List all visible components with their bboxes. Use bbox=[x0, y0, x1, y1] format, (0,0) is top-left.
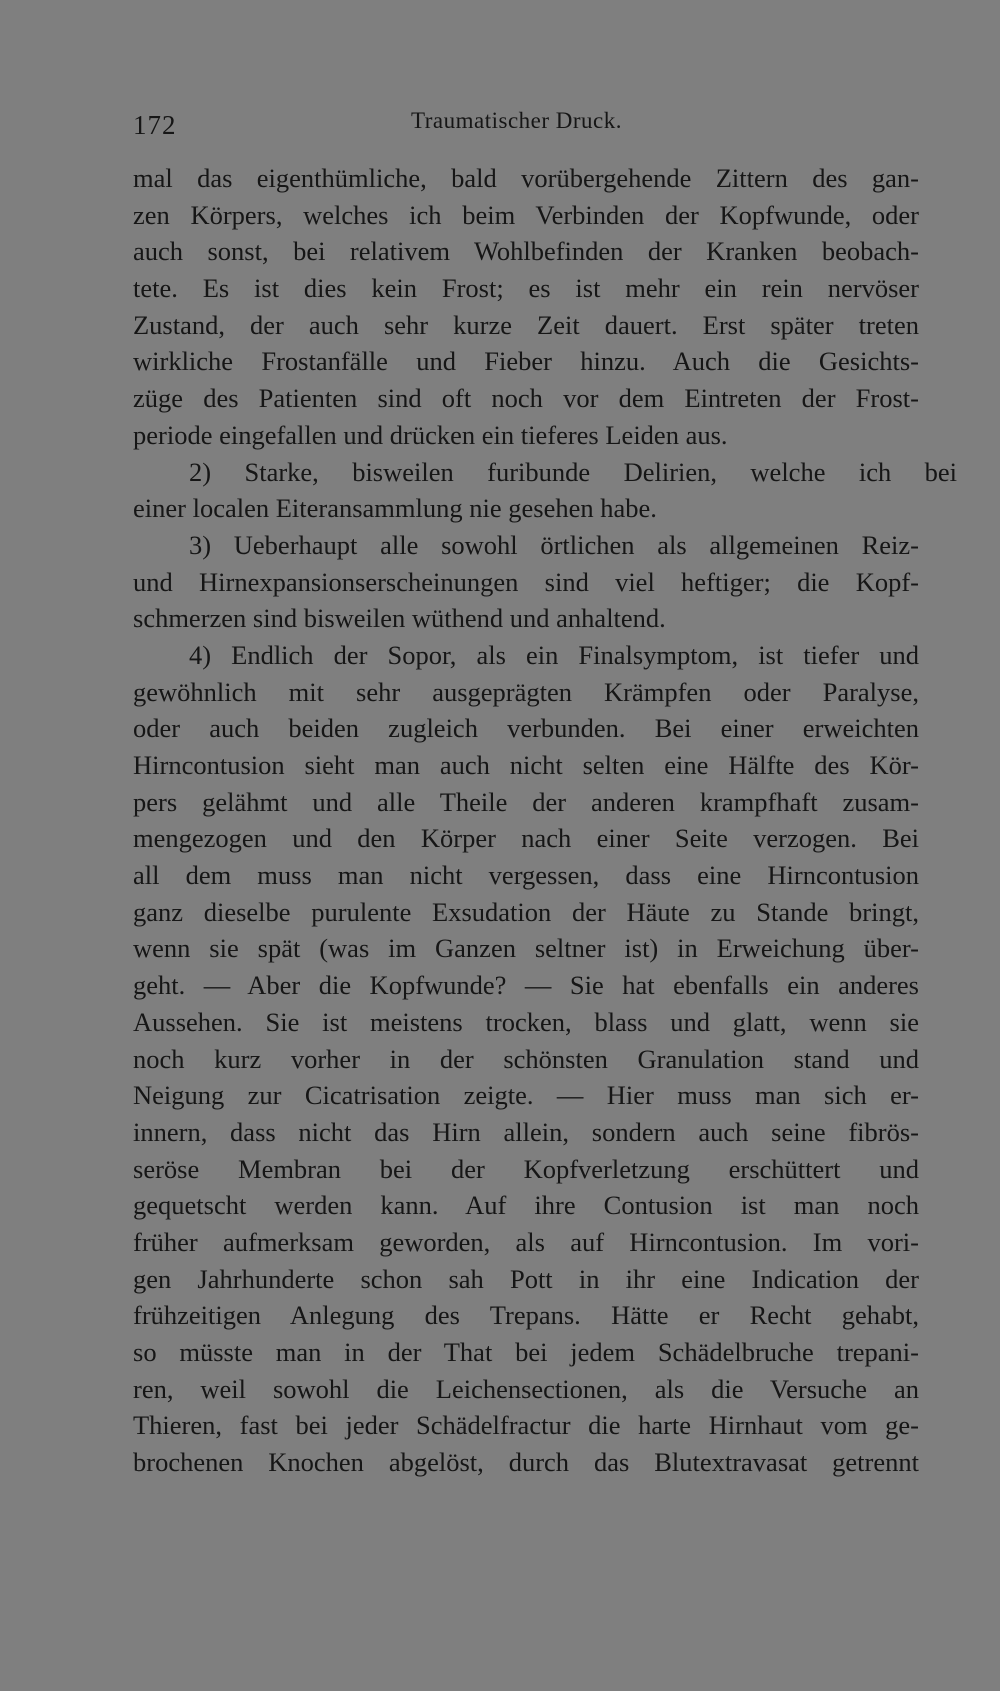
text-line: zen Körpers, welches ich beim Verbinden der Kopfwunde, oder bbox=[133, 199, 919, 230]
text-line: tete. Es ist dies kein Frost; es ist mehr ein rein nervöser bbox=[133, 273, 919, 304]
text-line: Neigung zur Cicatrisation zeigte. — Hier muss man sich er- bbox=[133, 1080, 919, 1111]
running-head: Traumatischer Druck. bbox=[411, 108, 622, 133]
text-line: einer localen Eiteransammlung nie gesehen habe. bbox=[133, 493, 657, 524]
page-header bbox=[133, 104, 919, 144]
text-line: wenn sie spät (was im Ganzen seltner ist) in Erweichung über- bbox=[133, 933, 919, 964]
text-line: geht. — Aber die Kopfwunde? — Sie hat ebenfalls ein anderes bbox=[133, 970, 919, 1001]
text-line: 2) Starke, bisweilen furibunde Delirien, welche ich bei bbox=[189, 456, 957, 487]
text-line: oder auch beiden zugleich verbunden. Bei einer erweichten bbox=[133, 713, 919, 744]
text-line: mengezogen und den Körper nach einer Seite verzogen. Bei bbox=[133, 823, 919, 854]
text-line: gewöhnlich mit sehr ausgeprägten Krämpfen oder Paralyse, bbox=[133, 676, 919, 707]
text-line: all dem muss man nicht vergessen, dass eine Hirncontusion bbox=[133, 860, 919, 891]
text-line: früher aufmerksam geworden, als auf Hirncontusion. Im vori- bbox=[133, 1226, 919, 1257]
text-line: ren, weil sowohl die Leichensectionen, als die Versuche an bbox=[133, 1373, 919, 1404]
page-number: 172 bbox=[133, 110, 177, 140]
text-line: auch sonst, bei relativem Wohlbefinden der Kranken beobach- bbox=[133, 236, 919, 267]
text-line: Hirncontusion sieht man auch nicht selten eine Hälfte des Kör- bbox=[133, 750, 919, 780]
text-line: ganz dieselbe purulente Exsudation der Häute zu Stande bringt, bbox=[133, 896, 919, 927]
text-line: gequetscht werden kann. Auf ihre Contusion ist man noch bbox=[133, 1190, 919, 1221]
text-line: gen Jahrhunderte schon sah Pott in ihr eine Indication der bbox=[133, 1263, 919, 1294]
text-line: innern, dass nicht das Hirn allein, sondern auch seine fibrös- bbox=[133, 1116, 919, 1147]
text-line: noch kurz vorher in der schönsten Granulation stand und bbox=[133, 1043, 919, 1074]
text-line: Aussehen. Sie ist meistens trocken, blass und glatt, wenn sie bbox=[133, 1006, 919, 1037]
text-line: wirkliche Frostanfälle und Fieber hinzu. Auch die Gesichts- bbox=[133, 346, 919, 377]
text-line: 4) Endlich der Sopor, als ein Finalsymptom, ist tiefer und bbox=[189, 639, 919, 670]
text-line: so müsste man in der That bei jedem Schädelbruche trepani- bbox=[133, 1337, 919, 1367]
text-line: 3) Ueberhaupt alle sowohl örtlichen als allgemeinen Reiz- bbox=[189, 529, 919, 560]
text-line: Zustand, der auch sehr kurze Zeit dauert. Erst später treten bbox=[133, 309, 919, 340]
text-line: pers gelähmt und alle Theile der anderen krampfhaft zusam- bbox=[133, 786, 919, 817]
text-line: züge des Patienten sind oft noch vor dem Eintreten der Frost- bbox=[133, 383, 919, 414]
text-line: und Hirnexpansionserscheinungen sind viel heftiger; die Kopf- bbox=[133, 566, 919, 597]
text-line: schmerzen sind bisweilen wüthend und anhaltend. bbox=[133, 603, 666, 634]
text-line: brochenen Knochen abgelöst, durch das Blutextravasat getrennt bbox=[133, 1447, 919, 1478]
text-line: seröse Membran bei der Kopfverletzung erschüttert und bbox=[133, 1153, 919, 1184]
text-line: mal das eigenthümliche, bald vorübergehende Zittern des gan- bbox=[133, 163, 919, 193]
text-line: frühzeitigen Anlegung des Trepans. Hätte er Recht gehabt, bbox=[133, 1300, 919, 1331]
text-line: periode eingefallen und drücken ein tieferes Leiden aus. bbox=[133, 419, 728, 450]
text-line: Thieren, fast bei jeder Schädelfractur die harte Hirnhaut vom ge- bbox=[133, 1410, 919, 1441]
body-text bbox=[133, 160, 957, 1481]
